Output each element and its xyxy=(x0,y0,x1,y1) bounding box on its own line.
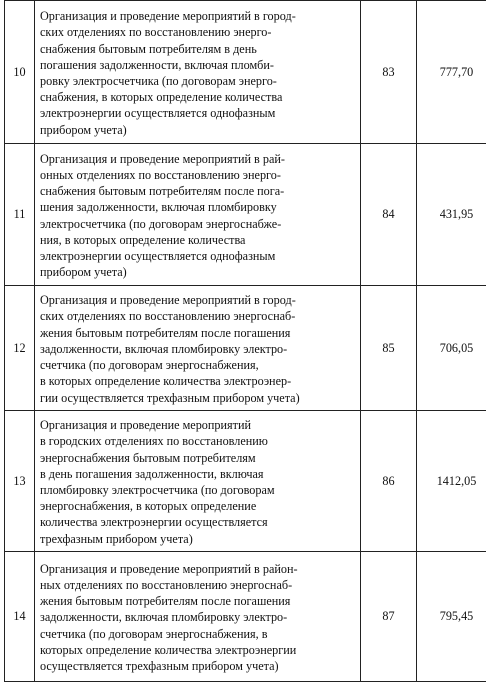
table-row xyxy=(5,144,486,286)
table-row xyxy=(5,1,486,144)
description-line: задолженности, включая пломбировку электро- xyxy=(40,610,288,625)
description-line: количества электроэнергии осуществляется xyxy=(40,515,268,530)
tariff-table-body xyxy=(5,1,486,682)
description-line: счетчика (по договорам энергоснабжения, xyxy=(40,358,259,373)
description-line: Организация и проведение мероприятий xyxy=(40,418,252,433)
description-line: снабжения бытовым потребителям в день xyxy=(40,41,257,56)
table-row xyxy=(5,286,486,411)
description-line: снабжения, в которых определение количества xyxy=(40,90,283,105)
description-line: электроэнергии осуществляется однофазным xyxy=(40,106,276,121)
description-line: шения задолженности, включая пломбировку xyxy=(40,200,277,215)
description-line: снабжения бытовым потребителям после пога- xyxy=(40,184,285,199)
description-line: трехфазным прибором учета) xyxy=(40,531,193,546)
description-line: прибором учета) xyxy=(40,122,127,137)
description-line: энергоснабжения бытовым потребителям xyxy=(40,450,256,465)
description-line: Организация и проведение мероприятий в город- xyxy=(40,9,296,24)
description-line: которых определение количества электроэнергии xyxy=(40,642,297,657)
row-code: 85 xyxy=(361,286,417,411)
description-line: погашения задолженности, включая пломби- xyxy=(40,57,274,72)
description-line: онных отделениях по восстановлению энерго- xyxy=(40,167,281,182)
row-description xyxy=(35,1,361,144)
row-description xyxy=(35,286,361,411)
row-code: 84 xyxy=(361,144,417,286)
row-price: 777,70 xyxy=(417,1,486,144)
description-line: прибором учета) xyxy=(40,265,127,280)
description-line: Организация и проведение мероприятий в район- xyxy=(40,561,298,576)
description-line: жения бытовым потребителям после погашения xyxy=(40,594,291,609)
row-description xyxy=(35,411,361,552)
description-line: в городских отделениях по восстановлению xyxy=(40,434,268,449)
description-line: электросчетчика (по договорам энергоснабже- xyxy=(40,216,282,231)
description-line: ных отделениях по восстановлению энергоснаб- xyxy=(40,577,293,592)
row-price: 706,05 xyxy=(417,286,486,411)
description-line: ровку электросчетчика (по договорам энерго- xyxy=(40,74,277,88)
tariff-table xyxy=(4,0,486,682)
description-line: энергоснабжения, в которых определение xyxy=(40,499,257,514)
description-line: ских отделениях по восстановлению энергоснаб- xyxy=(40,309,296,324)
row-price: 795,45 xyxy=(417,552,486,682)
row-description xyxy=(35,552,361,682)
row-number: 12 xyxy=(5,286,35,411)
description-line: жения бытовым потребителям после погашения xyxy=(40,325,291,340)
row-price: 431,95 xyxy=(417,144,486,286)
description-line: осуществляется трехфазным прибором учета) xyxy=(40,659,279,673)
row-price: 1412,05 xyxy=(417,411,486,552)
row-number: 11 xyxy=(5,144,35,286)
table-row xyxy=(5,552,486,682)
row-code: 87 xyxy=(361,552,417,682)
description-line: в день погашения задолженности, включая xyxy=(40,466,264,481)
row-code: 83 xyxy=(361,1,417,144)
description-line: электроэнергии осуществляется однофазным xyxy=(40,248,276,263)
description-line: Организация и проведение мероприятий в город- xyxy=(40,293,296,308)
description-line: Организация и проведение мероприятий в рай- xyxy=(40,151,285,166)
description-line: ния, в которых определение количества xyxy=(40,232,246,247)
description-line: пломбировку электросчетчика (по договорам xyxy=(40,483,275,497)
description-line: гии осуществляется трехфазным прибором учета) xyxy=(40,390,300,405)
description-line: в которых определение количества электроэнер- xyxy=(40,374,292,389)
description-line: задолженности, включая пломбировку электро- xyxy=(40,341,288,356)
row-number: 10 xyxy=(5,1,35,144)
table-row xyxy=(5,411,486,552)
row-code: 86 xyxy=(361,411,417,552)
row-number: 13 xyxy=(5,411,35,552)
row-number: 14 xyxy=(5,552,35,682)
description-line: ских отделениях по восстановлению энерго- xyxy=(40,25,272,40)
description-line: счетчика (по договорам энергоснабжения, в xyxy=(40,626,268,641)
row-description xyxy=(35,144,361,286)
